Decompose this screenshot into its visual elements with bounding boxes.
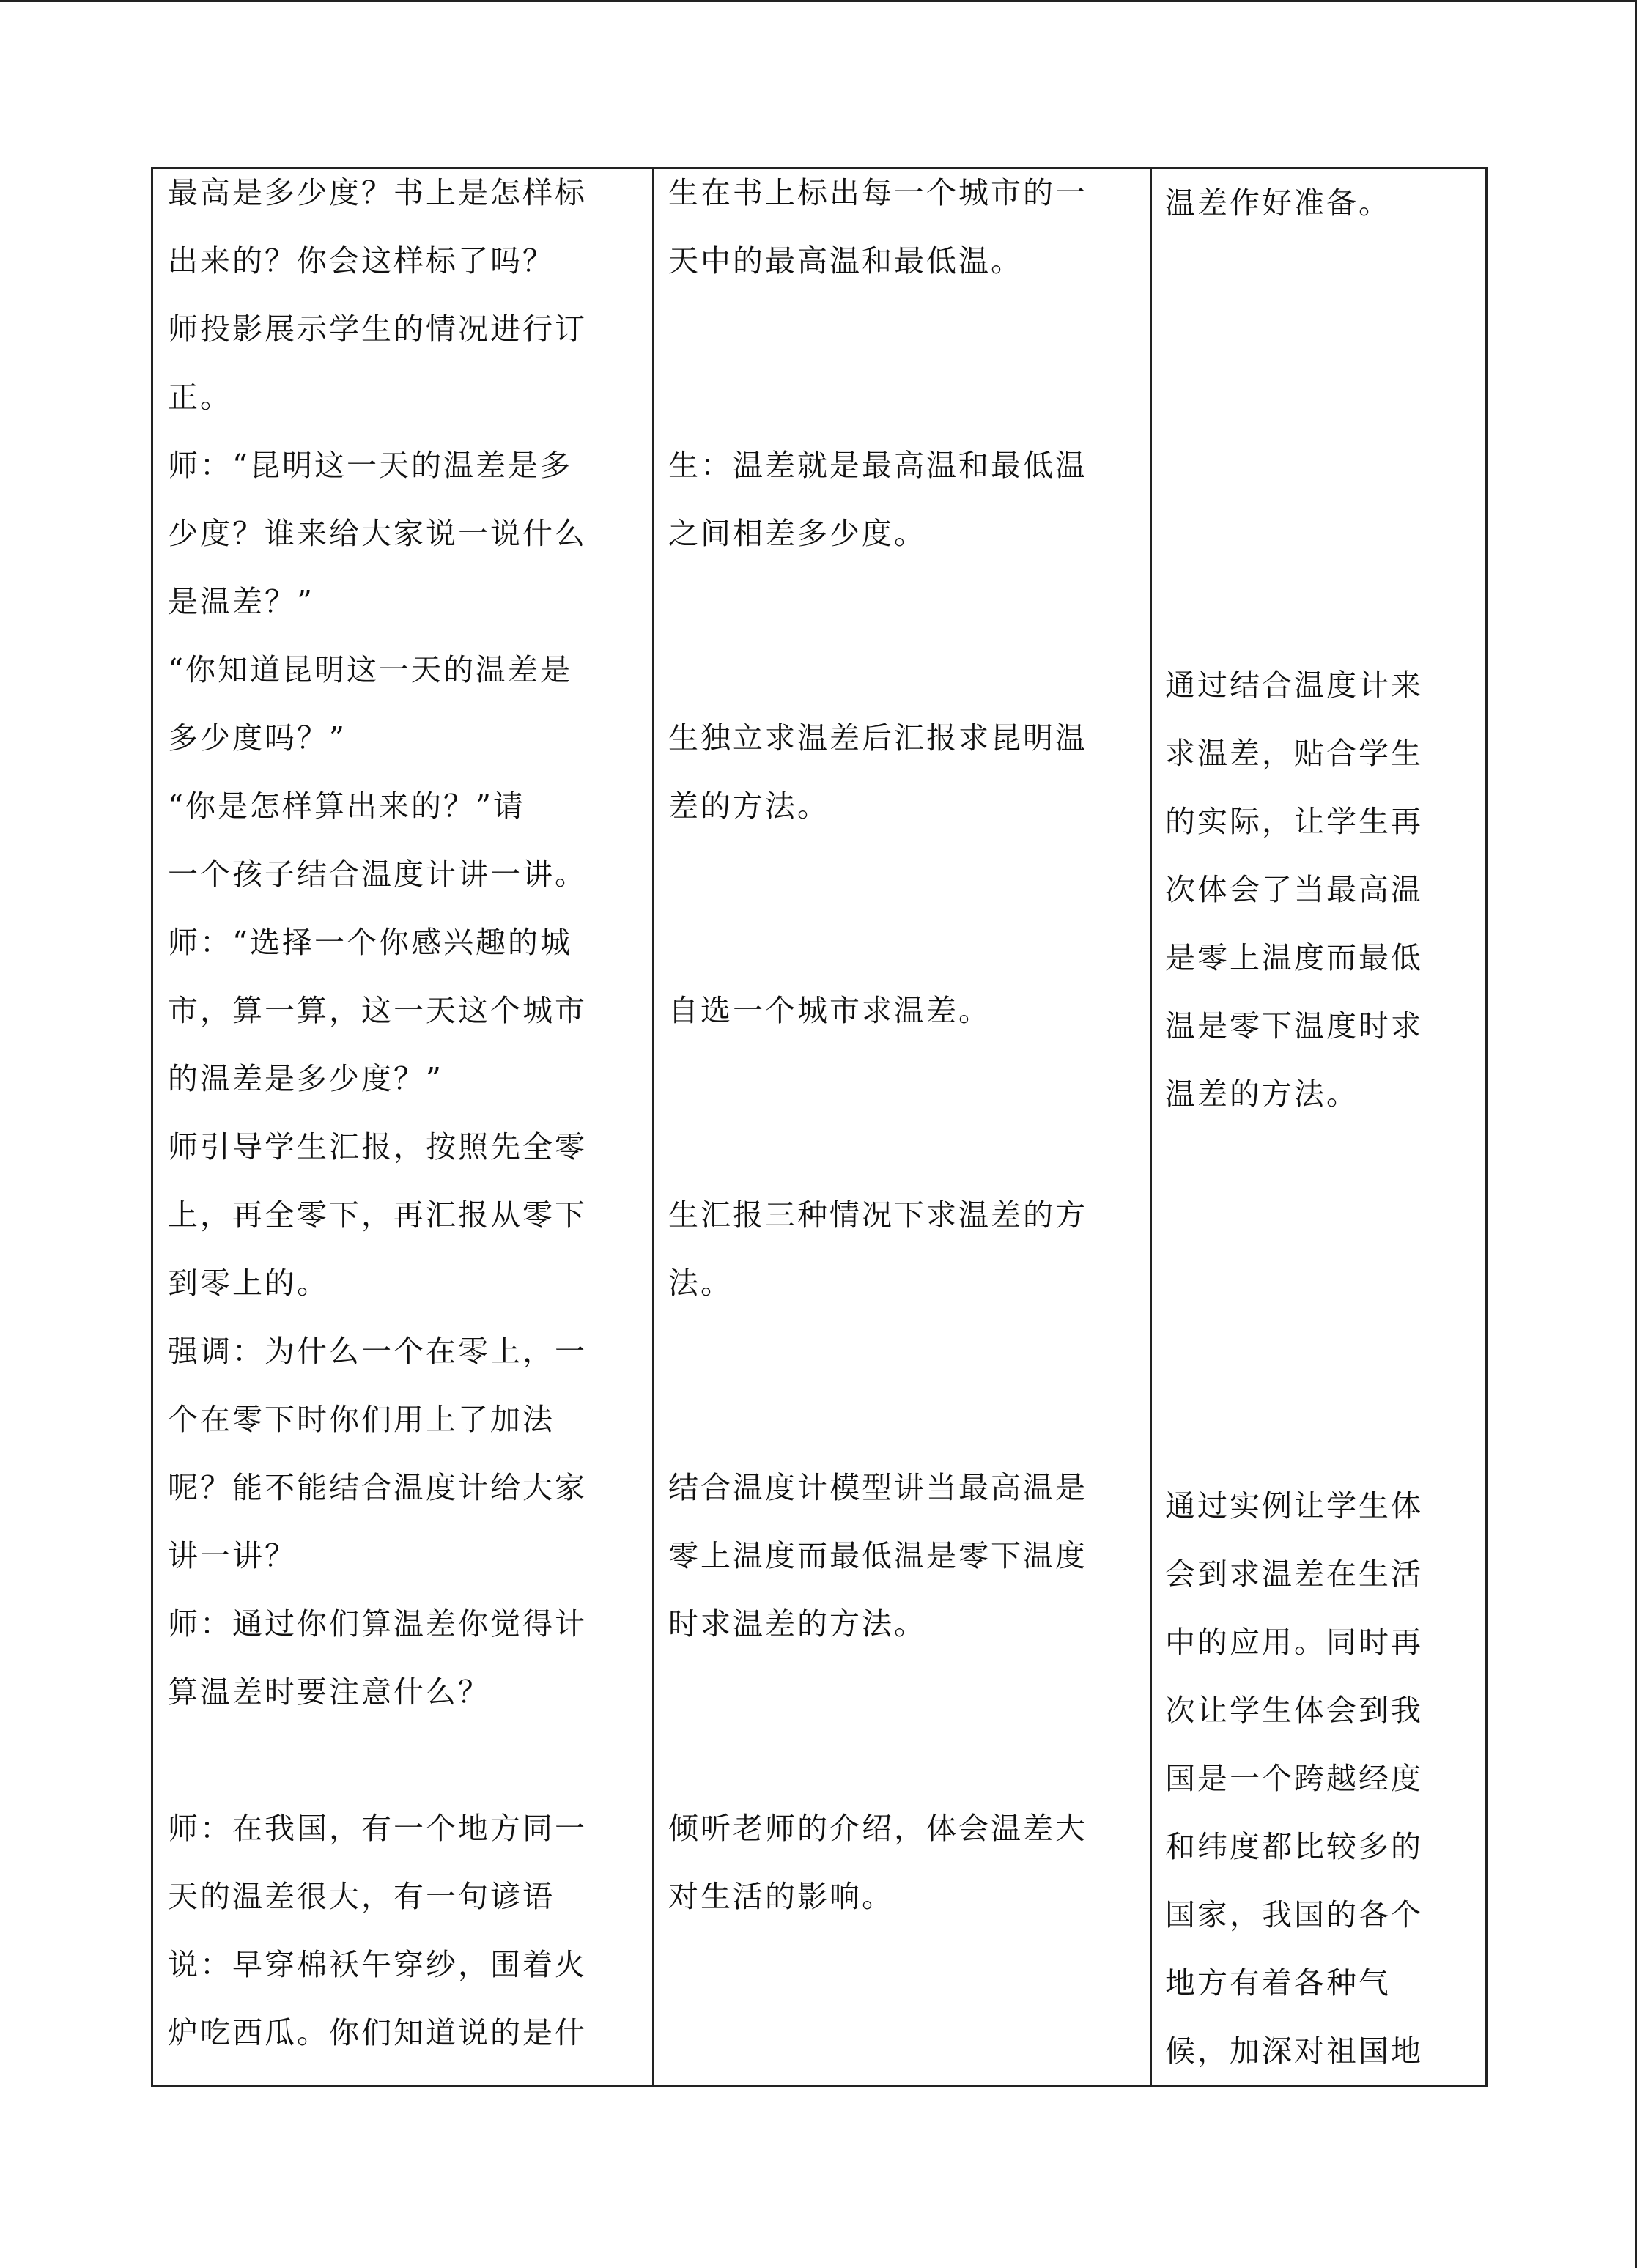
teacher-text-line: “你是怎样算出来的？”请 bbox=[168, 788, 525, 824]
student-text-line: 对生活的影响。 bbox=[668, 1879, 894, 1914]
teacher-text-line: 出来的？你会这样标了吗？ bbox=[168, 243, 555, 278]
column-divider-1 bbox=[652, 169, 654, 2085]
intent-text-line: 温差作好准备。 bbox=[1165, 185, 1391, 221]
teacher-text-line: 师：通过你们算温差你觉得计 bbox=[168, 1606, 587, 1641]
teacher-text-line: “你知道昆明这一天的温差是 bbox=[168, 652, 572, 687]
teacher-text-line: 强调：为什么一个在零上，一 bbox=[168, 1334, 587, 1369]
intent-text-line: 的实际，让学生再 bbox=[1165, 804, 1423, 839]
intent-text-line: 候，加深对祖国地 bbox=[1165, 2034, 1423, 2069]
intent-text-line: 求温差，贴合学生 bbox=[1165, 736, 1423, 771]
teacher-text-line: 最高是多少度？书上是怎样标 bbox=[168, 175, 587, 210]
lesson-plan-table bbox=[151, 167, 1488, 2087]
teacher-activity-cell bbox=[168, 169, 644, 2085]
teacher-text-line: 正。 bbox=[168, 380, 232, 415]
teacher-text-line: 说：早穿棉袄午穿纱，围着火 bbox=[168, 1947, 587, 1982]
student-text-line: 之间相差多少度。 bbox=[668, 516, 926, 551]
teacher-text-line: 算温差时要注意什么？ bbox=[168, 1674, 490, 1710]
intent-text-line: 会到求温差在生活 bbox=[1165, 1556, 1423, 1592]
student-activity-cell bbox=[668, 169, 1143, 2085]
teacher-text-line: 少度？谁来给大家说一说什么 bbox=[168, 516, 587, 551]
intent-text-line: 中的应用。同时再 bbox=[1165, 1625, 1423, 1660]
student-text-line: 差的方法。 bbox=[668, 788, 829, 824]
teacher-text-line: 炉吃西瓜。你们知道说的是什 bbox=[168, 2015, 587, 2050]
student-text-line: 生汇报三种情况下求温差的方 bbox=[668, 1197, 1087, 1233]
intent-text-line: 国是一个跨越经度 bbox=[1165, 1761, 1423, 1796]
teacher-text-line: 是温差？” bbox=[168, 584, 314, 619]
intent-text-line: 温是零下温度时求 bbox=[1165, 1008, 1423, 1043]
teacher-text-line: 师引导学生汇报，按照先全零 bbox=[168, 1129, 587, 1164]
teacher-text-line: 天的温差很大，有一句谚语 bbox=[168, 1879, 555, 1914]
intent-text-line: 次让学生体会到我 bbox=[1165, 1693, 1423, 1728]
column-divider-2 bbox=[1150, 169, 1152, 2085]
teacher-text-line: 市，算一算，这一天这个城市 bbox=[168, 993, 587, 1028]
teacher-text-line: 多少度吗？” bbox=[168, 720, 347, 756]
teacher-text-line: 呢？能不能结合温度计给大家 bbox=[168, 1470, 587, 1505]
intent-text-line: 和纬度都比较多的 bbox=[1165, 1829, 1423, 1864]
student-text-line: 结合温度计模型讲当最高温是 bbox=[668, 1470, 1087, 1505]
teacher-text-line: 师：“选择一个你感兴趣的城 bbox=[168, 925, 572, 960]
intent-text-line: 地方有着各种气 bbox=[1165, 1965, 1391, 2001]
design-intent-cell bbox=[1165, 169, 1473, 2085]
intent-text-line: 次体会了当最高温 bbox=[1165, 872, 1423, 907]
student-text-line: 天中的最高温和最低温。 bbox=[668, 243, 1023, 278]
student-text-line: 生：温差就是最高温和最低温 bbox=[668, 448, 1087, 483]
intent-text-line: 国家，我国的各个 bbox=[1165, 1897, 1423, 1932]
student-text-line: 时求温差的方法。 bbox=[668, 1606, 926, 1641]
teacher-text-line: 到零上的。 bbox=[168, 1266, 329, 1301]
intent-text-line: 通过实例让学生体 bbox=[1165, 1488, 1423, 1523]
intent-text-line: 通过结合温度计来 bbox=[1165, 668, 1423, 703]
intent-text-line: 温差的方法。 bbox=[1165, 1076, 1359, 1112]
teacher-text-line: 上，再全零下，再汇报从零下 bbox=[168, 1197, 587, 1233]
student-text-line: 法。 bbox=[668, 1266, 733, 1301]
student-text-line: 生在书上标出每一个城市的一 bbox=[668, 175, 1087, 210]
intent-text-line: 是零上温度而最低 bbox=[1165, 940, 1423, 975]
teacher-text-line: 师：“昆明这一天的温差是多 bbox=[168, 448, 572, 483]
teacher-text-line: 一个孩子结合温度计讲一讲。 bbox=[168, 857, 587, 892]
teacher-text-line: 的温差是多少度？” bbox=[168, 1061, 443, 1096]
student-text-line: 零上温度而最低温是零下温度 bbox=[668, 1538, 1087, 1573]
teacher-text-line: 师投影展示学生的情况进行订 bbox=[168, 311, 587, 347]
teacher-text-line: 师：在我国，有一个地方同一 bbox=[168, 1811, 587, 1846]
student-text-line: 倾听老师的介绍，体会温差大 bbox=[668, 1811, 1087, 1846]
student-text-line: 生独立求温差后汇报求昆明温 bbox=[668, 720, 1087, 756]
teacher-text-line: 个在零下时你们用上了加法 bbox=[168, 1402, 555, 1437]
teacher-text-line: 讲一讲？ bbox=[168, 1538, 297, 1573]
student-text-line: 自选一个城市求温差。 bbox=[668, 993, 991, 1028]
